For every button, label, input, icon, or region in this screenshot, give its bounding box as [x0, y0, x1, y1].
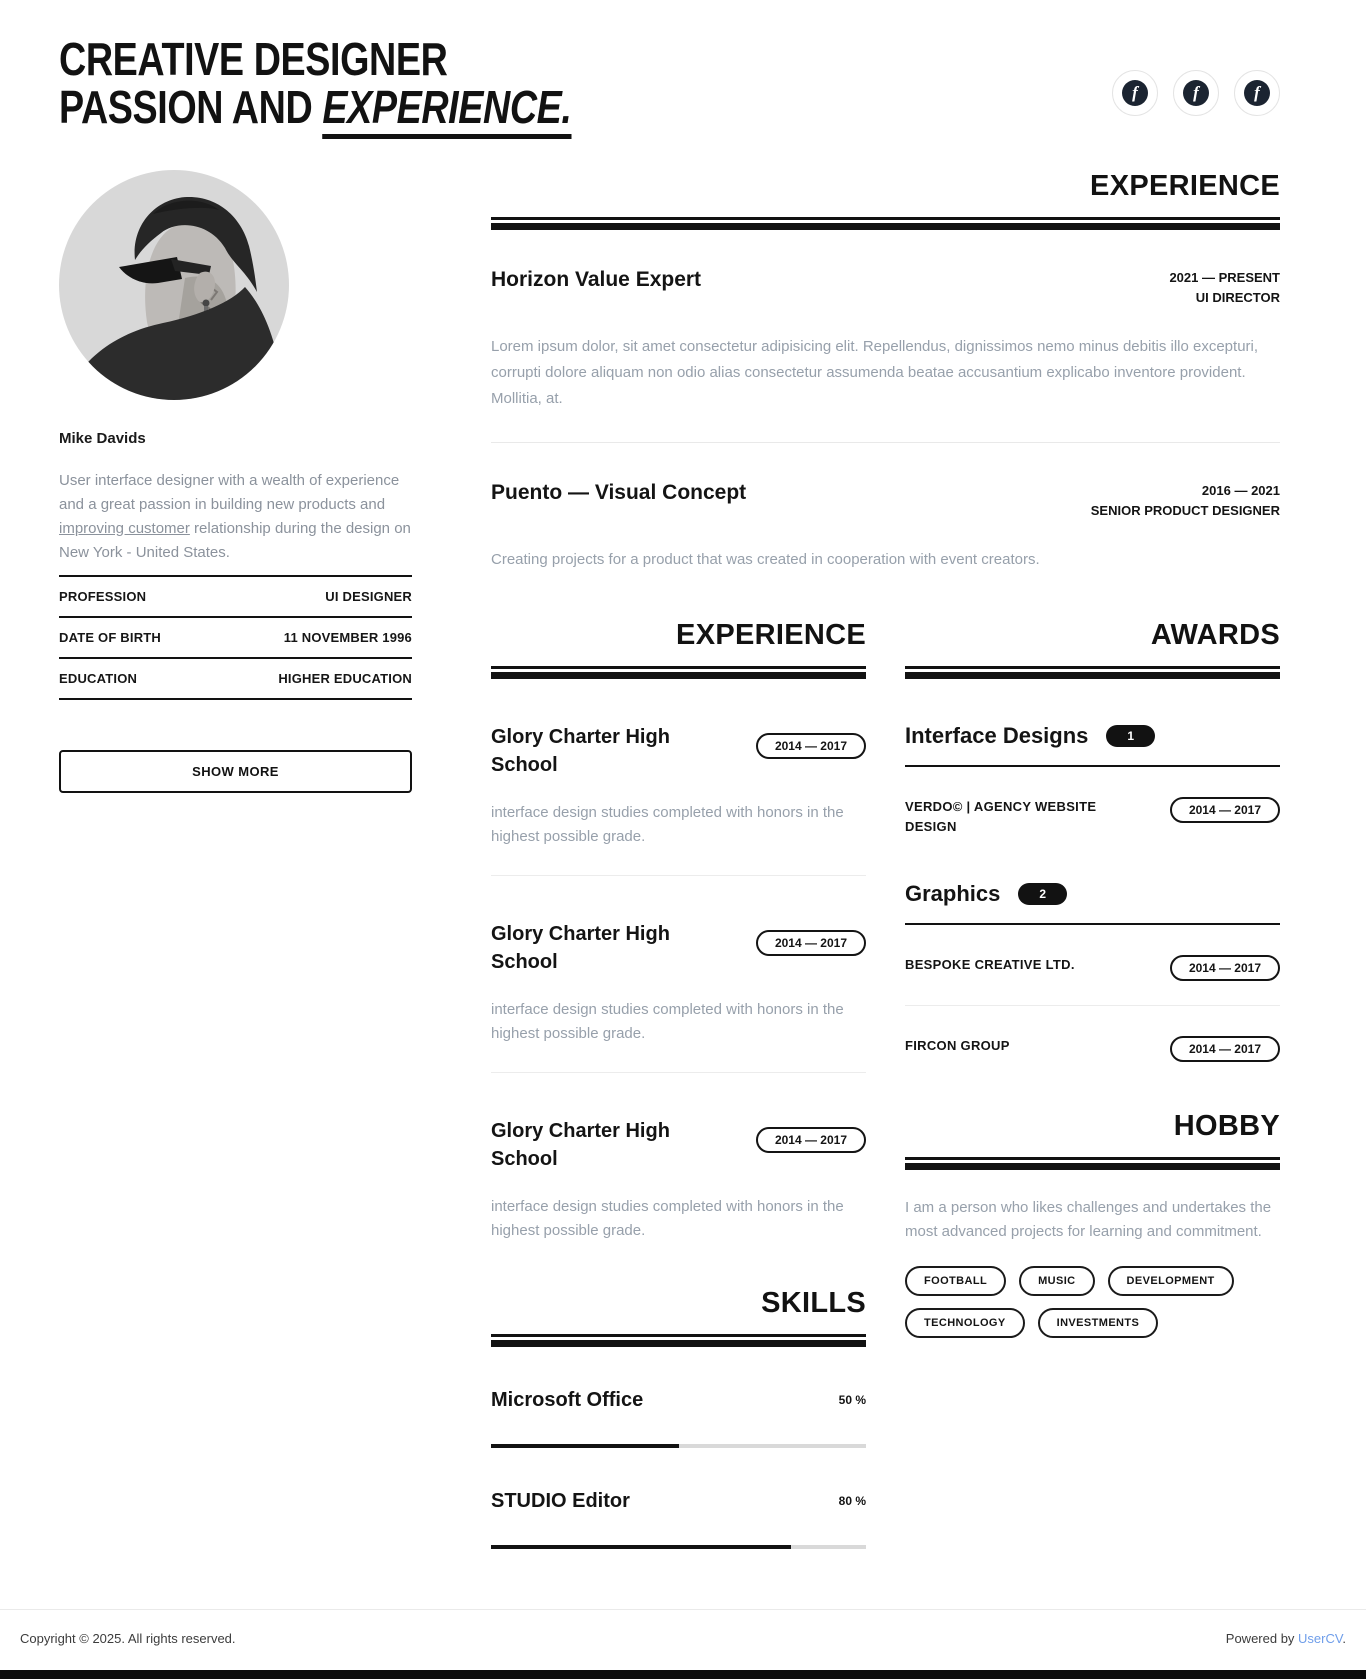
show-more-button[interactable]: SHOW MORE: [59, 750, 412, 793]
bio-link[interactable]: improving customer: [59, 519, 190, 537]
experience-entry: [491, 481, 1280, 573]
section-rule: [491, 666, 866, 679]
bio-after: relationship during the design on New York - United States.: [59, 519, 411, 561]
content-area: [491, 170, 1280, 1549]
education-entry-head: [491, 723, 866, 779]
skill-progress-fill: [491, 1444, 679, 1448]
powered-suffix: .: [1342, 1630, 1346, 1646]
facebook-button-1[interactable]: [1112, 70, 1158, 116]
education-heading: EXPERIENCE: [676, 618, 866, 651]
experience-entry-head: [491, 481, 1280, 521]
skill-row: [491, 1389, 866, 1412]
education-entry-title: Glory Charter High School: [491, 1119, 670, 1170]
fact-row-profession: [59, 575, 412, 616]
hobby-tag-football[interactable]: FOOTBALL: [905, 1266, 1006, 1296]
page-header: [59, 33, 1280, 133]
main-layout: [59, 170, 1280, 1549]
award-name: FIRCON GROUP: [905, 1037, 1010, 1053]
award-name: BESPOKE CREATIVE LTD.: [905, 956, 1075, 972]
person-name: Mike Davids: [59, 429, 146, 447]
skill-item: [491, 1490, 866, 1549]
facebook-icon: f: [1122, 80, 1148, 106]
social-links: [1112, 70, 1280, 116]
fact-value: HIGHER EDUCATION: [278, 670, 412, 686]
education-entry: [491, 1117, 866, 1243]
period-pill: 2014 — 2017: [756, 930, 866, 956]
education-entry-description: interface design studies completed with honors in the highest possible grade.: [491, 803, 844, 845]
powered-prefix: Powered by: [1225, 1630, 1299, 1646]
education-entry-head: [491, 920, 866, 976]
profile-photo: [59, 170, 289, 400]
facebook-icon: f: [1244, 80, 1270, 106]
skill-percent: 50 %: [838, 1393, 866, 1408]
fact-label: PROFESSION: [59, 588, 147, 604]
divider: [905, 1005, 1280, 1006]
page-footer: [0, 1609, 1366, 1670]
award-name: VERDO© | AGENCY WEBSITE DESIGN: [905, 798, 1097, 834]
education-entry-title: Glory Charter High School: [491, 922, 670, 973]
divider: [491, 875, 866, 876]
copyright-text: Copyright © 2025. All rights reserved.: [20, 1630, 236, 1646]
hobby-tags: [905, 1266, 1280, 1338]
fact-value: UI DESIGNER: [325, 588, 412, 604]
award-item: [905, 797, 1280, 837]
experience-entry-description: Creating projects for a product that was created in cooperation with event creators.: [491, 550, 1040, 568]
experience-entry-meta: [1091, 481, 1280, 521]
awards-column: [905, 619, 1280, 1549]
section-rule: [491, 217, 1280, 230]
skill-percent: 80 %: [838, 1494, 866, 1509]
hobby-tag-music[interactable]: MUSIC: [1019, 1266, 1094, 1296]
experience-entry-title: Puento — Visual Concept: [491, 480, 747, 504]
facts-table: [59, 575, 412, 700]
award-item: [905, 955, 1280, 981]
two-column-row: [491, 619, 1280, 1549]
experience-entry-period: 2021 — PRESENT: [1169, 269, 1280, 285]
skill-row: [491, 1490, 866, 1513]
fact-label: EDUCATION: [59, 670, 138, 686]
skill-name: STUDIO Editor: [491, 1489, 630, 1512]
skill-progress-track: [491, 1545, 866, 1549]
education-entry-description: interface design studies completed with honors in the highest possible grade.: [491, 1197, 844, 1239]
experience-entry-meta: [1169, 268, 1280, 308]
experience-entry: [491, 268, 1280, 412]
period-pill: 2014 — 2017: [756, 733, 866, 759]
award-count-badge: 1: [1106, 725, 1155, 747]
education-entry-head: [491, 1117, 866, 1173]
hobby-tag-technology[interactable]: TECHNOLOGY: [905, 1308, 1025, 1338]
period-pill: 2014 — 2017: [1170, 955, 1280, 981]
section-rule: [491, 1334, 866, 1347]
skill-name: Microsoft Office: [491, 1388, 644, 1411]
skill-progress-fill: [491, 1545, 791, 1549]
period-pill: 2014 — 2017: [1170, 797, 1280, 823]
experience-entry-description: Lorem ipsum dolor, sit amet consectetur adipisicing elit. Repellendus, dignissimos nemo minus debitis illo excepturi, corrupti dolore aliquam non odio alias consectetur assumenda beatae accusantium explicabo inventore provident. Mollitia, at.: [491, 337, 1259, 407]
experience-entry-role: UI DIRECTOR: [1195, 289, 1280, 305]
experience-entry-title: Horizon Value Expert: [491, 267, 702, 291]
awards-heading: AWARDS: [1150, 618, 1280, 651]
hobby-heading: HOBBY: [1173, 1109, 1280, 1142]
period-pill: 2014 — 2017: [1170, 1036, 1280, 1062]
section-rule: [905, 1157, 1280, 1170]
skill-item: [491, 1389, 866, 1448]
page-title-line2-prefix: PASSION AND: [59, 80, 323, 133]
education-entry: [491, 723, 866, 849]
award-group-title: Interface Designs: [905, 722, 1089, 748]
hobby-text: I am a person who likes challenges and undertakes the most advanced projects for learning and commitment.: [905, 1198, 1272, 1240]
award-group-title: Graphics: [905, 880, 1001, 906]
page-title: [59, 33, 572, 133]
award-count-badge: 2: [1018, 883, 1067, 905]
page-title-line1: CREATIVE DESIGNER: [59, 33, 448, 85]
fact-row-date-of-birth: [59, 616, 412, 657]
hobby-tag-development[interactable]: DEVELOPMENT: [1108, 1266, 1234, 1296]
facebook-icon: f: [1183, 80, 1209, 106]
experience-entry-period: 2016 — 2021: [1201, 482, 1280, 498]
award-item: [905, 1036, 1280, 1062]
education-entry: [491, 920, 866, 1046]
facebook-button-2[interactable]: [1173, 70, 1219, 116]
education-column: [491, 619, 866, 1549]
divider: [491, 442, 1280, 443]
page-title-emphasis: EXPERIENCE.: [322, 81, 571, 139]
fact-label: DATE OF BIRTH: [59, 629, 162, 645]
facebook-button-3[interactable]: [1234, 70, 1280, 116]
period-pill: 2014 — 2017: [756, 1127, 866, 1153]
divider: [491, 1072, 866, 1073]
fact-row-education: [59, 657, 412, 700]
skill-progress-track: [491, 1444, 866, 1448]
award-group-head: [905, 881, 1280, 925]
award-group-head: [905, 723, 1280, 767]
powered-by: [1226, 1631, 1346, 1646]
fact-value: 11 NOVEMBER 1996: [283, 629, 412, 645]
hobby-tag-investments[interactable]: INVESTMENTS: [1038, 1308, 1159, 1338]
section-rule: [905, 666, 1280, 679]
experience-section: [491, 170, 1280, 573]
experience-heading: EXPERIENCE: [1090, 169, 1280, 202]
profile-sidebar: [59, 170, 412, 1549]
bio-before: User interface designer with a wealth of experience and a great passion in building new products and: [59, 471, 400, 513]
bottom-black-bar: [0, 1670, 1366, 1679]
bio-text: [59, 469, 412, 565]
education-entry-description: interface design studies completed with honors in the highest possible grade.: [491, 1000, 844, 1042]
usercv-link[interactable]: UserCV: [1298, 1630, 1343, 1646]
experience-entry-head: [491, 268, 1280, 308]
education-entry-title: Glory Charter High School: [491, 725, 670, 776]
skills-heading: SKILLS: [761, 1286, 866, 1319]
experience-entry-role: SENIOR PRODUCT DESIGNER: [1090, 502, 1280, 518]
